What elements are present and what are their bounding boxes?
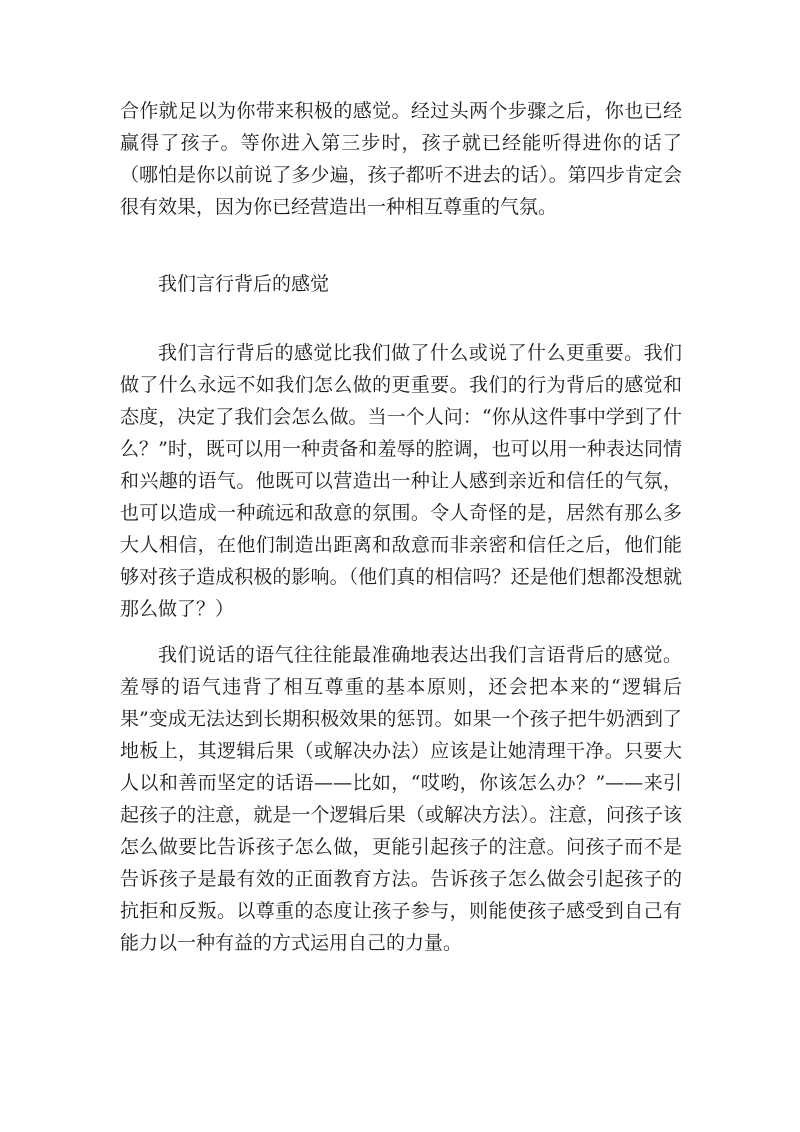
paragraph-tone: 我们说话的语气往往能最准确地表达出我们言语背后的感觉。羞辱的语气违背了相互尊重的基本原则，还会把本来的“逻辑后果”变成无法达到长期积极效果的惩罚。如果一个孩子把牛奶洒到了地板上，其逻辑后果（或解决办法）应该是让她清理干净。只要大人以和善而坚定的话语——比如，“哎哟，你该怎么办？”——来引起孩子的注意，就是一个逻辑后果（或解决方法）。注意，问孩子该怎么做要比告诉孩子怎么做，更能引起孩子的注意。问孩子而不是告诉孩子是最有效的正面教育方法。告诉孩子怎么做会引起孩子的抗拒和反叛。以尊重的态度让孩子参与，则能使孩子感受到自己有能力以一种有益的方式运用自己的力量。 (120, 644, 682, 954)
paragraph-continuation: 合作就足以为你带来积极的感觉。经过头两个步骤之后，你也已经赢得了孩子。等你进入第三步时，孩子就已经能听得进你的话了（哪怕是你以前说了多少遍，孩子都听不进去的话）。第四步肯定会很有效果，因为你已经营造出一种相互尊重的气氛。 (120, 100, 682, 218)
paragraph-feelings: 我们言行背后的感觉比我们做了什么或说了什么更重要。我们做了什么永远不如我们怎么做的更重要。我们的行为背后的感觉和态度，决定了我们会怎么做。当一个人问：“你从这件事中学到了什么？”时，既可以用一种责备和羞辱的腔调，也可以用一种表达同情和兴趣的语气。他既可以营造出一种让人感到亲近和信任的气氛，也可以造成一种疏远和敌意的氛围。令人奇怪的是，居然有那么多大人相信，在他们制造出距离和敌意而非亲密和信任之后，他们能够对孩子造成积极的影响。（他们真的相信吗？还是他们想都没想就那么做了？） (120, 342, 682, 620)
section-heading: 我们言行背后的感觉 (158, 273, 330, 295)
